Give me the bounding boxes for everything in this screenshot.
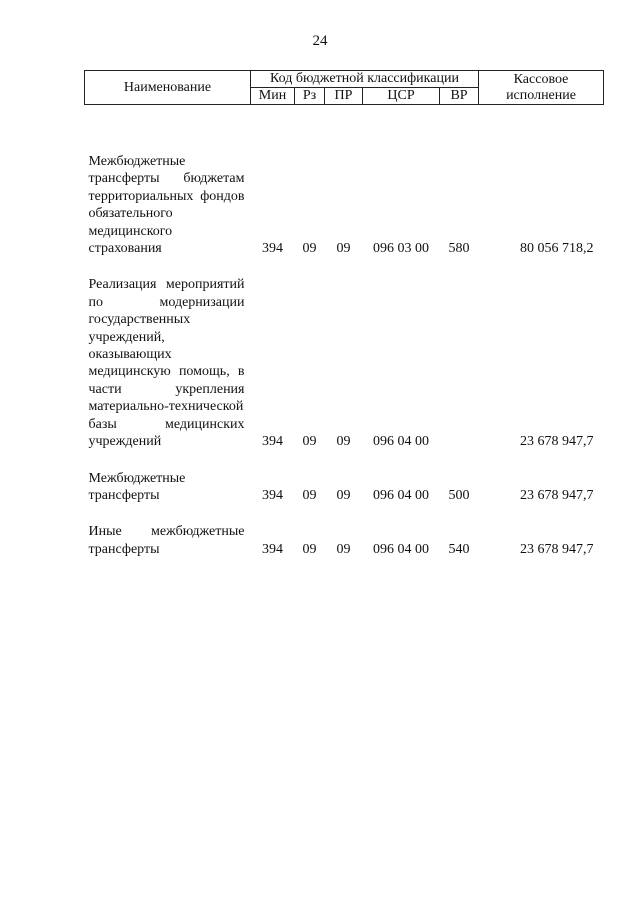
table-row [85,451,604,505]
row-csr: 096 04 00 [373,434,429,450]
row-amount: 80 056 718,2 [520,241,594,257]
row-min: 394 [262,241,283,257]
table-header [85,71,604,105]
header-min: Мин [251,88,295,105]
table-row [85,105,604,258]
row-amount: 23 678 947,7 [520,434,594,450]
row-rz: 09 [302,434,317,450]
row-name: Межбюджетные трансферты [88,470,186,503]
header-csr: ЦСР [363,88,440,105]
table-row [85,504,604,558]
row-csr: 096 04 00 [373,487,429,503]
row-rz: 09 [302,241,317,257]
row-name: Межбюджетные трансферты бюджетам территориальных фондов обязательного медицинского страхования [88,154,245,257]
row-vr: 500 [448,487,470,503]
row-csr: 096 04 00 [373,541,429,557]
budget-table [84,70,604,558]
header-rz: Рз [295,88,325,105]
header-vr: ВР [440,88,479,105]
header-code-group: Код бюджетной классификации [251,71,479,88]
row-csr: 096 03 00 [373,241,429,257]
row-pr: 09 [336,541,351,557]
header-pr: ПР [325,88,363,105]
row-vr: 580 [448,241,470,257]
row-amount: 23 678 947,7 [520,487,594,503]
row-rz: 09 [302,541,317,557]
row-min: 394 [262,434,283,450]
row-pr: 09 [336,241,351,257]
page-number: 24 [312,33,328,49]
row-pr: 09 [336,487,351,503]
row-min: 394 [262,541,283,557]
row-name: Реализация мероприятий по модернизации государственных учреждений, оказывающих медицинскую помощь, в части укрепления материально-технической базы медицинских учреждений [88,277,245,450]
row-min: 394 [262,487,283,503]
table-row [85,257,604,450]
row-name: Иные межбюджетные трансферты [88,524,245,557]
row-vr: 540 [448,541,470,557]
row-pr: 09 [336,434,351,450]
row-rz: 09 [302,487,317,503]
header-execution: Кассовое исполнение [479,71,604,105]
row-vr [440,257,479,450]
header-name: Наименование [85,71,251,105]
row-amount: 23 678 947,7 [520,541,594,557]
